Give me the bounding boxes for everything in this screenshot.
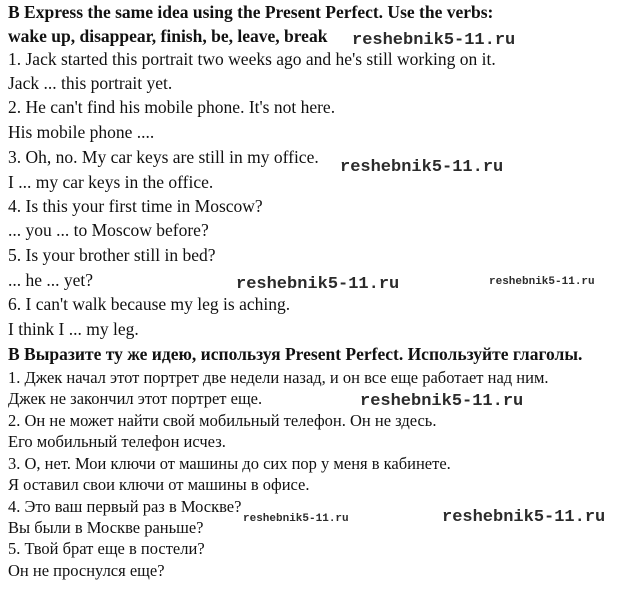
ru-line-6: Я оставил свои ключи от машины в офисе. bbox=[8, 475, 310, 494]
en-line-6: I ... my car keys in the office. bbox=[8, 172, 214, 192]
watermark: reshebnik5-11.ru bbox=[236, 275, 400, 294]
verb-list: wake up, disappear, finish, be, leave, break bbox=[8, 26, 328, 46]
ru-line-5: 3. О, нет. Мои ключи от машины до сих пор у меня в кабинете. bbox=[8, 454, 451, 473]
en-line-5: 3. Oh, no. My car keys are still in my office. bbox=[8, 147, 319, 167]
en-line-4: His mobile phone .... bbox=[8, 122, 155, 142]
en-line-8: ... you ... to Moscow before? bbox=[8, 220, 209, 240]
en-line-11: 6. I can't walk because my leg is aching. bbox=[8, 294, 291, 314]
watermark: reshebnik5-11.ru bbox=[360, 392, 524, 411]
ru-line-7: 4. Это ваш первый раз в Москве? bbox=[8, 497, 242, 516]
en-line-7: 4. Is this your first time in Moscow? bbox=[8, 196, 263, 216]
watermark: reshebnik5-11.ru bbox=[352, 31, 516, 50]
ru-line-8: Вы были в Москве раньше? bbox=[8, 518, 204, 537]
watermark: reshebnik5-11.ru bbox=[442, 508, 606, 527]
exercise-heading: B Express the same idea using the Present Perfect. Use the verbs: bbox=[8, 2, 494, 22]
ru-line-4: Его мобильный телефон исчез. bbox=[8, 432, 226, 451]
watermark: reshebnik5-11.ru bbox=[489, 276, 595, 288]
en-line-10: ... he ... yet? bbox=[8, 270, 94, 290]
ru-line-10: Он не проснулся еще? bbox=[8, 561, 165, 580]
ru-heading: В Выразите ту же идею, используя Present Perfect. Используйте глаголы. bbox=[8, 344, 583, 364]
en-line-9: 5. Is your brother still in bed? bbox=[8, 245, 216, 265]
en-line-1: 1. Jack started this portrait two weeks ago and he's still working on it. bbox=[8, 49, 496, 69]
watermark: reshebnik5-11.ru bbox=[243, 513, 349, 525]
en-line-12: I think I ... my leg. bbox=[8, 319, 139, 339]
en-line-2: Jack ... this portrait yet. bbox=[8, 73, 173, 93]
ru-line-3: 2. Он не может найти свой мобильный телефон. Он не здесь. bbox=[8, 411, 437, 430]
ru-line-9: 5. Твой брат еще в постели? bbox=[8, 539, 205, 558]
en-line-3: 2. He can't find his mobile phone. It's not here. bbox=[8, 97, 336, 117]
ru-line-1: 1. Джек начал этот портрет две недели назад, и он все еще работает над ним. bbox=[8, 368, 549, 387]
ru-line-2: Джек не закончил этот портрет еще. bbox=[8, 389, 263, 408]
watermark: reshebnik5-11.ru bbox=[340, 158, 504, 177]
